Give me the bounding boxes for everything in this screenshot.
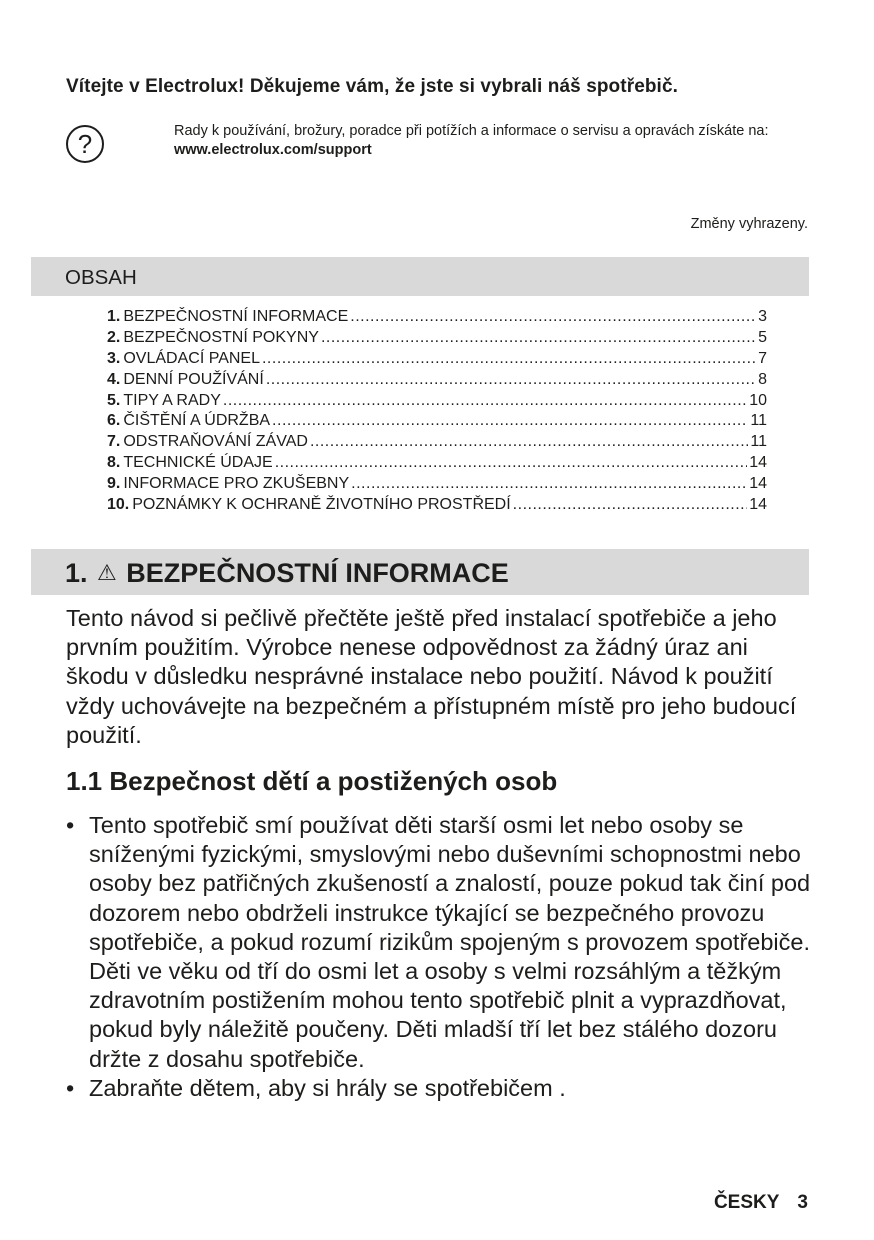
toc-leader-dots bbox=[266, 370, 756, 391]
toc-item[interactable] bbox=[107, 328, 767, 349]
page-footer bbox=[714, 1192, 808, 1214]
toc-item-page: 5 bbox=[758, 328, 767, 346]
toc-item-page: 8 bbox=[758, 370, 767, 388]
section-title: BEZPEČNOSTNÍ INFORMACE bbox=[126, 558, 509, 588]
list-item: • Zabraňte dětem, aby si hrály se spotřebičem . bbox=[66, 1074, 816, 1103]
toc-item-page: 11 bbox=[750, 412, 767, 430]
toc-item-number: 10. bbox=[107, 496, 130, 514]
toc-item-page: 7 bbox=[758, 349, 767, 367]
toc-item-number: 6. bbox=[107, 412, 121, 430]
toc-item-label: OVLÁDACÍ PANEL bbox=[123, 349, 260, 367]
changes-note: Změny vyhrazeny. bbox=[690, 216, 808, 232]
footer-language: ČESKY bbox=[713, 1192, 780, 1213]
toc-item-label: TIPY A RADY bbox=[123, 391, 221, 409]
toc-list bbox=[107, 307, 767, 516]
toc-leader-dots bbox=[262, 349, 756, 370]
toc-item[interactable] bbox=[107, 349, 767, 370]
list-item: • Tento spotřebič smí používat děti starší osmi let nebo osoby se sníženými fyzickými, smyslovými nebo duševními schopnostmi nebo osoby bez patřičných zkušeností a znalostí, pouze pokud tak činí pod dozorem nebo obdrželi instrukce týkající se bezpečného provozu spotřebiče, a pokud rozumí rizikům spojeným s provozem spotřebiče. Děti ve věku od tří do osmi let a osoby s velmi rozsáhlým a těžkým zdravotním postižením mohou tento spotřebič plnit a vyprazdňovat, pokud byly náležitě poučeny. Děti mladší tří let bez stálého dozoru držte z dosahu spotřebiče. bbox=[66, 811, 816, 1074]
toc-item-number: 3. bbox=[107, 349, 121, 367]
toc-item-label: POZNÁMKY K OCHRANĚ ŽIVOTNÍHO PROSTŘEDÍ bbox=[132, 496, 511, 514]
section-number: 1. bbox=[65, 558, 88, 588]
page-number: 3 bbox=[797, 1192, 808, 1213]
section-heading bbox=[31, 549, 809, 595]
toc-leader-dots bbox=[513, 495, 748, 516]
toc-item-page: 10 bbox=[749, 391, 767, 409]
toc-item[interactable] bbox=[107, 411, 767, 432]
toc-item[interactable] bbox=[107, 370, 767, 391]
subsection-title: 1.1 Bezpečnost dětí a postižených osob bbox=[66, 766, 558, 796]
section-intro: Tento návod si pečlivě přečtěte ještě před instalací spotřebiče a jeho prvním použitím. Výrobce nenese odpovědnost za žádný úraz ani škodu v důsledku nesprávné instalace nebo použití. Návod k použití vždy uchovávejte na bezpečném a přístupném místě pro jeho budoucí použití. bbox=[66, 605, 797, 748]
toc-item[interactable] bbox=[107, 453, 767, 474]
toc-item-number: 5. bbox=[107, 391, 121, 409]
toc-item-label: ODSTRAŇOVÁNÍ ZÁVAD bbox=[123, 433, 308, 451]
toc-item[interactable] bbox=[107, 391, 767, 412]
welcome-heading: Vítejte v Electrolux! Děkujeme vám, že jste si vybrali náš spotřebič. bbox=[66, 76, 678, 97]
toc-leader-dots bbox=[351, 474, 747, 495]
toc-item-page: 14 bbox=[749, 475, 767, 493]
toc-leader-dots bbox=[350, 307, 756, 328]
toc-item-page: 3 bbox=[758, 308, 767, 325]
toc-item[interactable] bbox=[107, 474, 767, 495]
warning-triangle-icon: ⚠ bbox=[97, 560, 117, 585]
toc-item-page: 14 bbox=[749, 454, 767, 472]
toc-item-label: ČIŠTĚNÍ A ÚDRŽBA bbox=[123, 412, 271, 430]
toc-item-label: BEZPEČNOSTNÍ INFORMACE bbox=[123, 308, 349, 325]
toc-item-number: 9. bbox=[107, 475, 121, 493]
toc-item[interactable] bbox=[107, 307, 767, 328]
toc-item-number: 1. bbox=[107, 308, 121, 325]
toc-leader-dots bbox=[275, 453, 748, 474]
toc-leader-dots bbox=[223, 391, 747, 412]
toc-heading: OBSAH bbox=[31, 257, 809, 296]
support-link[interactable]: www.electrolux.com/support bbox=[174, 142, 372, 158]
toc-item-page: 14 bbox=[749, 496, 767, 514]
toc-leader-dots bbox=[310, 432, 748, 453]
toc-item-number: 2. bbox=[107, 328, 121, 346]
toc-item-label: TECHNICKÉ ÚDAJE bbox=[123, 454, 273, 472]
toc-leader-dots bbox=[272, 411, 748, 432]
toc-item-page: 11 bbox=[750, 433, 767, 451]
toc-item-label: INFORMACE PRO ZKUŠEBNY bbox=[123, 475, 350, 493]
toc-item-number: 4. bbox=[107, 370, 121, 388]
toc-item-label: BEZPEČNOSTNÍ POKYNY bbox=[123, 328, 319, 346]
support-info bbox=[174, 122, 814, 160]
support-text: Rady k používání, brožury, poradce při potížích a informace o servisu a opravách získáte na: bbox=[174, 123, 769, 139]
question-circle-icon: ? bbox=[66, 125, 104, 163]
toc-item-number: 8. bbox=[107, 454, 121, 472]
toc-item-number: 7. bbox=[107, 433, 121, 451]
toc-item-label: DENNÍ POUŽÍVÁNÍ bbox=[123, 370, 264, 388]
bullet-list bbox=[66, 811, 816, 1103]
toc-item[interactable] bbox=[107, 432, 767, 453]
toc-leader-dots bbox=[321, 328, 756, 349]
toc-item[interactable] bbox=[107, 495, 767, 516]
